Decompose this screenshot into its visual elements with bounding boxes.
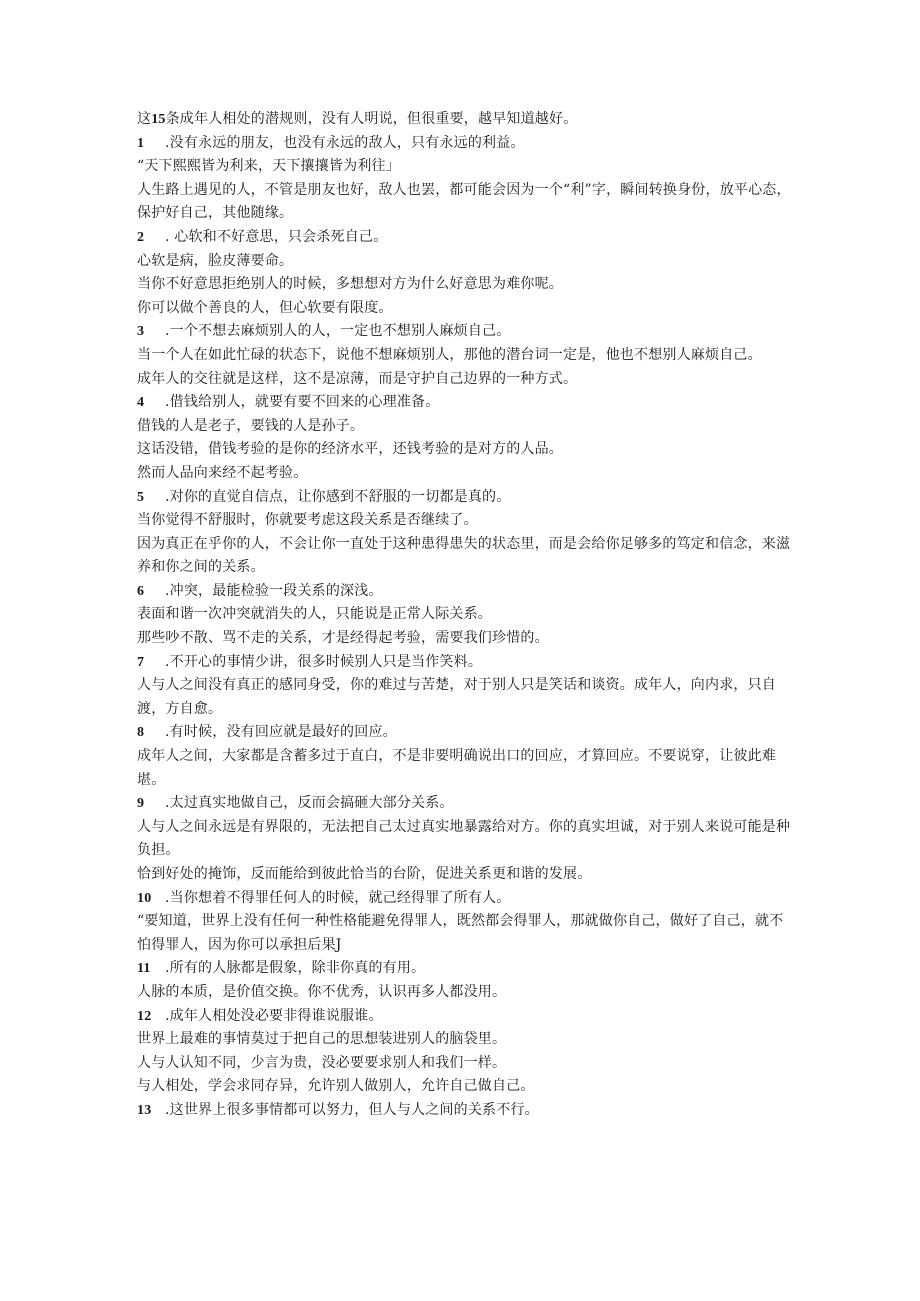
- rule-number: 3: [137, 324, 145, 340]
- rule-body-paragraph: 你可以做个善良的人，但心软要有限度。: [137, 299, 393, 316]
- rule-heading: [137, 132, 797, 156]
- rule-heading-text: .借钱给别人，就要有要不回来的心理准备。: [165, 394, 440, 411]
- rule-body-paragraph: 借钱的人是老子，要钱的人是孙子。: [137, 417, 365, 434]
- rule-number: 9: [137, 796, 145, 812]
- rule-heading-text: .没有永远的朋友，也没有永远的敌人，只有永远的利益。: [165, 134, 525, 151]
- rule-body-paragraph: 人与人认知不同，少言为贵，没必要要求别人和我们一样。: [137, 1054, 507, 1071]
- rule-body-paragraph: 人生路上遇见的人，不管是朋友也好，敌人也罢，都可能会因为一个“利”字，瞬间转换身份，放平心态，保护好自己，其他随缘。: [137, 181, 791, 222]
- rule-number: 5: [137, 489, 145, 505]
- rule-heading: [137, 1005, 797, 1029]
- rule-heading-text: .一个不想去麻烦别人的人，一定也不想别人麻烦自己。: [165, 323, 511, 340]
- rule-heading-text: .成年人相处没必要非得谁说服谁。: [165, 1007, 383, 1024]
- rule-number: 12: [137, 1008, 152, 1024]
- rule-heading: [137, 320, 797, 344]
- rule-heading: [137, 887, 797, 911]
- rule-heading: [137, 721, 797, 745]
- rule-heading-text: . 心软和不好意思，只会杀死自己。: [165, 228, 388, 245]
- rule-body-paragraph: 当一个人在如此忙碌的状态下，说他不想麻烦别人，那他的潜台词一定是，他也不想别人麻烦自己。: [137, 346, 762, 363]
- rule-heading-text: .所有的人脉都是假象，除非你真的有用。: [165, 960, 426, 977]
- rule-body-paragraph: “要知道，世界上没有任何一种性格能避免得罪人，既然都会得罪人，那就做你自己，做好了自己，就不怕得罪人，因为你可以承担后果J: [137, 913, 784, 953]
- rule-body-paragraph: 人脉的本质，是价值交换。你不优秀，认识再多人都没用。: [137, 983, 507, 1000]
- rule-body-paragraph: 人与人之间永远是有界限的，无法把自己太过真实地暴露给对方。你的真实坦诚，对于别人来说可能是种负担。: [137, 818, 791, 859]
- rule-number: 11: [137, 961, 151, 977]
- rules-list: [137, 132, 797, 1123]
- rule-body-paragraph: 与人相处，学会求同存异，允许别人做别人，允许自己做自己。: [137, 1078, 535, 1095]
- rule-heading: [137, 226, 797, 250]
- rule-heading: [137, 580, 797, 604]
- rule-heading: [137, 792, 797, 816]
- rule-heading: [137, 486, 797, 510]
- rule-heading-text: .当你想着不得罪任何人的时候，就己经得罪了所有人。: [165, 889, 511, 906]
- rule-body-paragraph: 恰到好处的掩饰，反而能给到彼此恰当的台阶，促进关系更和谐的发展。: [137, 866, 592, 882]
- rule-body-paragraph: 当你不好意思拒绝别人的时候，多想想对方为什么好意思为难你呢。: [137, 276, 563, 293]
- rule-number: 6: [137, 583, 145, 599]
- rule-heading-text: .太过真实地做自己，反而会搞砸大部分关系。: [165, 795, 454, 812]
- rule-heading-text: .这世界上很多事情都可以努力，但人与人之间的关系不行。: [165, 1101, 539, 1118]
- rule-body-paragraph: 人与人之间没有真正的感同身受，你的难过与苦楚，对于别人只是笑话和谈资。成年人，向内求，只自渡，方自愈。: [137, 677, 776, 717]
- rule-number: 10: [137, 890, 152, 906]
- rule-heading-text: .冲突，最能检验一段关系的深浅。: [165, 582, 383, 599]
- rule-body-paragraph: 成年人之间，大家都是含蓄多过于直白，不是非要明确说出口的回应，才算回应。不要说穿，让彼此难堪。: [137, 748, 776, 788]
- rule-number: 2: [137, 229, 145, 245]
- rule-number: 4: [137, 395, 145, 411]
- document-body: [137, 108, 797, 1123]
- rule-body-paragraph: 心软是病，脸皮薄要命。: [137, 252, 294, 269]
- rule-body-paragraph: 然而人品向来经不起考验。: [137, 464, 308, 481]
- rule-heading: [137, 957, 797, 981]
- rule-body-paragraph: 世界上最难的事情莫过于把自己的思想装进别人的脑袋里。: [137, 1031, 507, 1048]
- rule-number: 8: [137, 725, 145, 741]
- rule-body-paragraph: 这话没错，借钱考验的是你的经济水平，还钱考验的是对方的人品。: [137, 441, 563, 458]
- rule-number: 1: [137, 135, 145, 151]
- rule-body-paragraph: 因为真正在乎你的人，不会让你一直处于这种患得患失的状态里，而是会给你足够多的笃定和信念，来滋养和你之间的关系。: [137, 535, 791, 576]
- rule-body-paragraph: “天下熙熙皆为利来，天下攘攘皆为利往」: [137, 158, 400, 175]
- rule-body-paragraph: 成年人的交往就是这样，这不是凉薄，而是守护自己边界的一种方式。: [137, 370, 578, 387]
- rule-body-paragraph: 当你觉得不舒服时，你就要考虑这段关系是否继续了。: [137, 512, 478, 529]
- rule-heading: [137, 391, 797, 415]
- rule-number: 7: [137, 654, 145, 670]
- rule-heading-text: .对你的直觉自信点，让你感到不舒服的一切都是真的。: [165, 488, 511, 505]
- document-title: 这15条成年人相处的潜规则，没有人明说，但很重要，越早知道越好。: [137, 111, 578, 127]
- rule-heading: [137, 1099, 797, 1123]
- rule-body-paragraph: 那些吵不散、骂不走的关系，才是经得起考验，需要我们珍惜的。: [137, 630, 549, 647]
- rule-heading: [137, 651, 797, 675]
- rule-heading-text: .有时候，没有回应就是最好的回应。: [165, 724, 397, 741]
- rule-body-paragraph: 表面和谐一次冲突就消失的人，只能说是正常人际关系。: [137, 606, 492, 623]
- rule-heading-text: .不开心的事情少讲，很多时候别人只是当作笑料。: [165, 653, 483, 670]
- rule-number: 13: [137, 1102, 152, 1118]
